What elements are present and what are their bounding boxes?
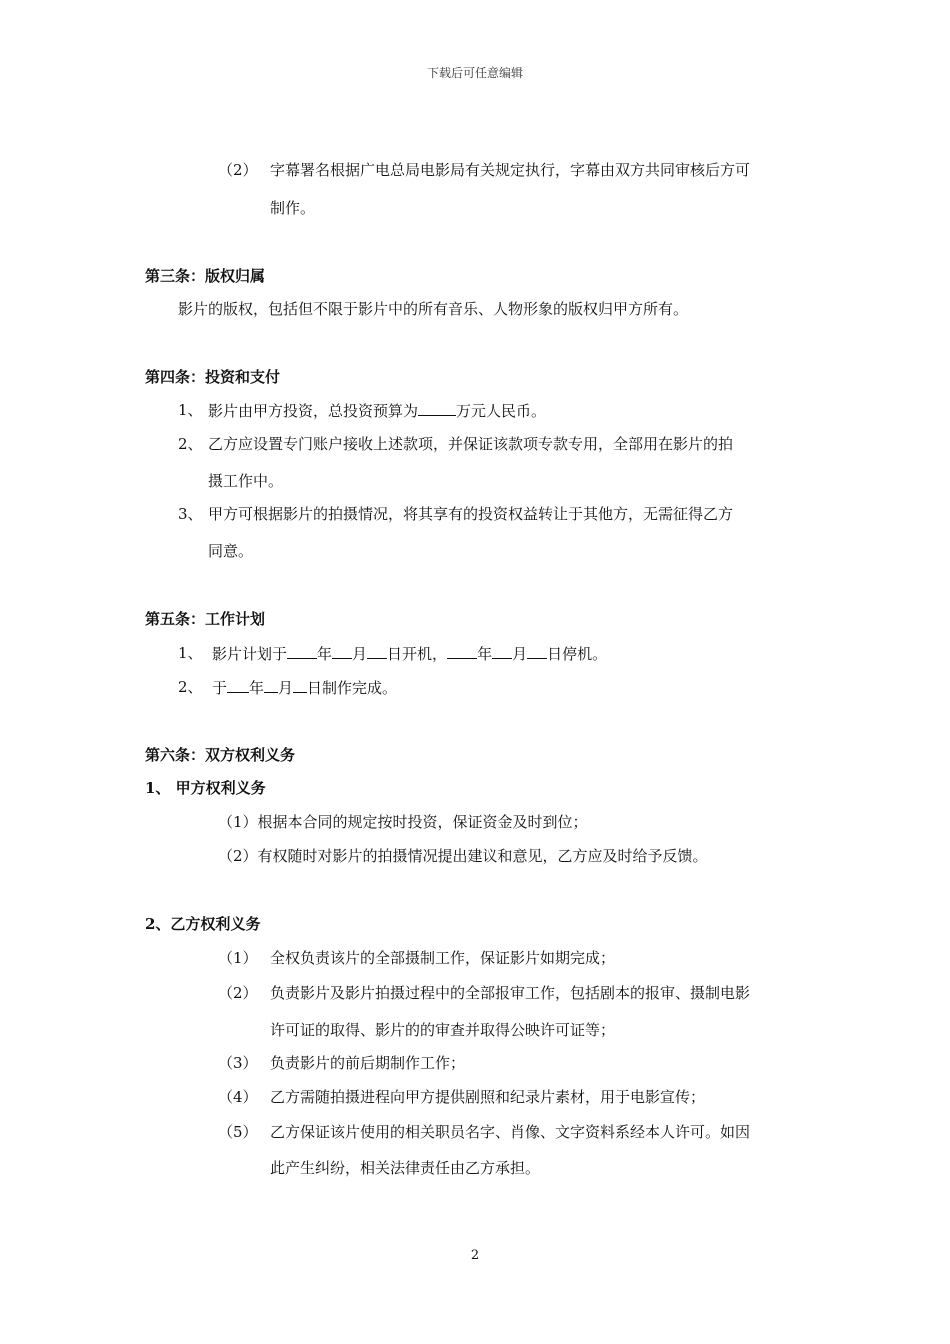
list-item-text-continued: 许可证的取得、影片的的审查并取得公映许可证等； <box>270 1021 616 1039</box>
fill-in-blank <box>418 400 456 416</box>
list-item-text: 影片由甲方投资，总投资预算为 万元人民币。 <box>208 402 547 420</box>
list-item-text: 全权负责该片的全部摄制工作，保证影片如期完成； <box>270 949 616 967</box>
list-item-number: 1、 <box>178 401 203 419</box>
article-5-title: 第五条：工作计划 <box>145 610 266 628</box>
list-item-number: （4） <box>218 1088 258 1106</box>
list-item-number: 3、 <box>178 505 203 523</box>
list-item-text-continued: 制作。 <box>270 199 316 217</box>
page-header: 下载后可任意编辑 <box>426 66 523 80</box>
fill-in-blank <box>367 643 387 659</box>
list-item: （2）有权随时对影片的拍摄情况提出建议和意见，乙方应及时给予反馈。 <box>218 847 708 865</box>
list-item-text: 甲方可根据影片的拍摄情况，将其享有的投资权益转让于其他方，无需征得乙方 <box>208 505 734 523</box>
fill-in-blank <box>527 643 547 659</box>
list-item-number: 1、 <box>178 644 203 662</box>
list-item-text: 负责影片的前后期制作工作； <box>270 1054 466 1072</box>
fill-in-blank <box>492 643 512 659</box>
list-item: （1）根据本合同的规定按时投资，保证资金及时到位； <box>218 813 588 831</box>
page-number: 2 <box>470 1248 480 1263</box>
list-item-number: （1） <box>218 949 258 967</box>
list-item-text-continued: 摄工作中。 <box>208 472 284 490</box>
list-item-number: （5） <box>218 1123 258 1141</box>
article-4-title: 第四条：投资和支付 <box>145 368 281 386</box>
subsection-title: 1、 甲方权利义务 <box>145 779 266 797</box>
fill-in-blank <box>293 677 307 693</box>
list-item-text: 乙方应设置专门账户接收上述款项，并保证该款项专款专用，全部用在影片的拍 <box>208 435 734 453</box>
fill-in-blank <box>332 643 352 659</box>
list-item-text: 负责影片及影片拍摄过程中的全部报审工作，包括剧本的报审、摄制电影 <box>270 984 751 1002</box>
list-item-text-continued: 同意。 <box>208 542 254 560</box>
list-item-number: （2） <box>218 984 258 1002</box>
list-item-number: 2、 <box>178 678 203 696</box>
fill-in-blank <box>227 677 249 693</box>
article-6-title: 第六条：双方权利义务 <box>145 746 296 764</box>
list-item-number: （2） <box>218 161 258 179</box>
schedule-line: 影片计划于 年 月 日开机， 年 月 日停机。 <box>212 645 608 663</box>
fill-in-blank <box>447 643 477 659</box>
list-item-text: 乙方保证该片使用的相关职员名字、肖像、文字资料系经本人许可。如因 <box>270 1123 751 1141</box>
fill-in-blank <box>287 643 317 659</box>
fill-in-blank <box>264 677 278 693</box>
article-3-title: 第三条：版权归属 <box>145 267 266 285</box>
article-3-paragraph: 影片的版权，包括但不限于影片中的所有音乐、人物形象的版权归甲方所有。 <box>178 300 689 318</box>
list-item-text: 字幕署名根据广电总局电影局有关规定执行，字幕由双方共同审核后方可 <box>270 161 751 179</box>
list-item-text-continued: 此产生纠纷，相关法律责任由乙方承担。 <box>270 1159 541 1177</box>
list-item-number: 2、 <box>178 435 203 453</box>
list-item-text: 乙方需随拍摄进程向甲方提供剧照和纪录片素材，用于电影宣传； <box>270 1088 706 1106</box>
schedule-line: 于 年 月 日制作完成。 <box>212 679 398 697</box>
list-item-number: （3） <box>218 1054 258 1072</box>
subsection-title: 2、乙方权利义务 <box>145 915 261 933</box>
